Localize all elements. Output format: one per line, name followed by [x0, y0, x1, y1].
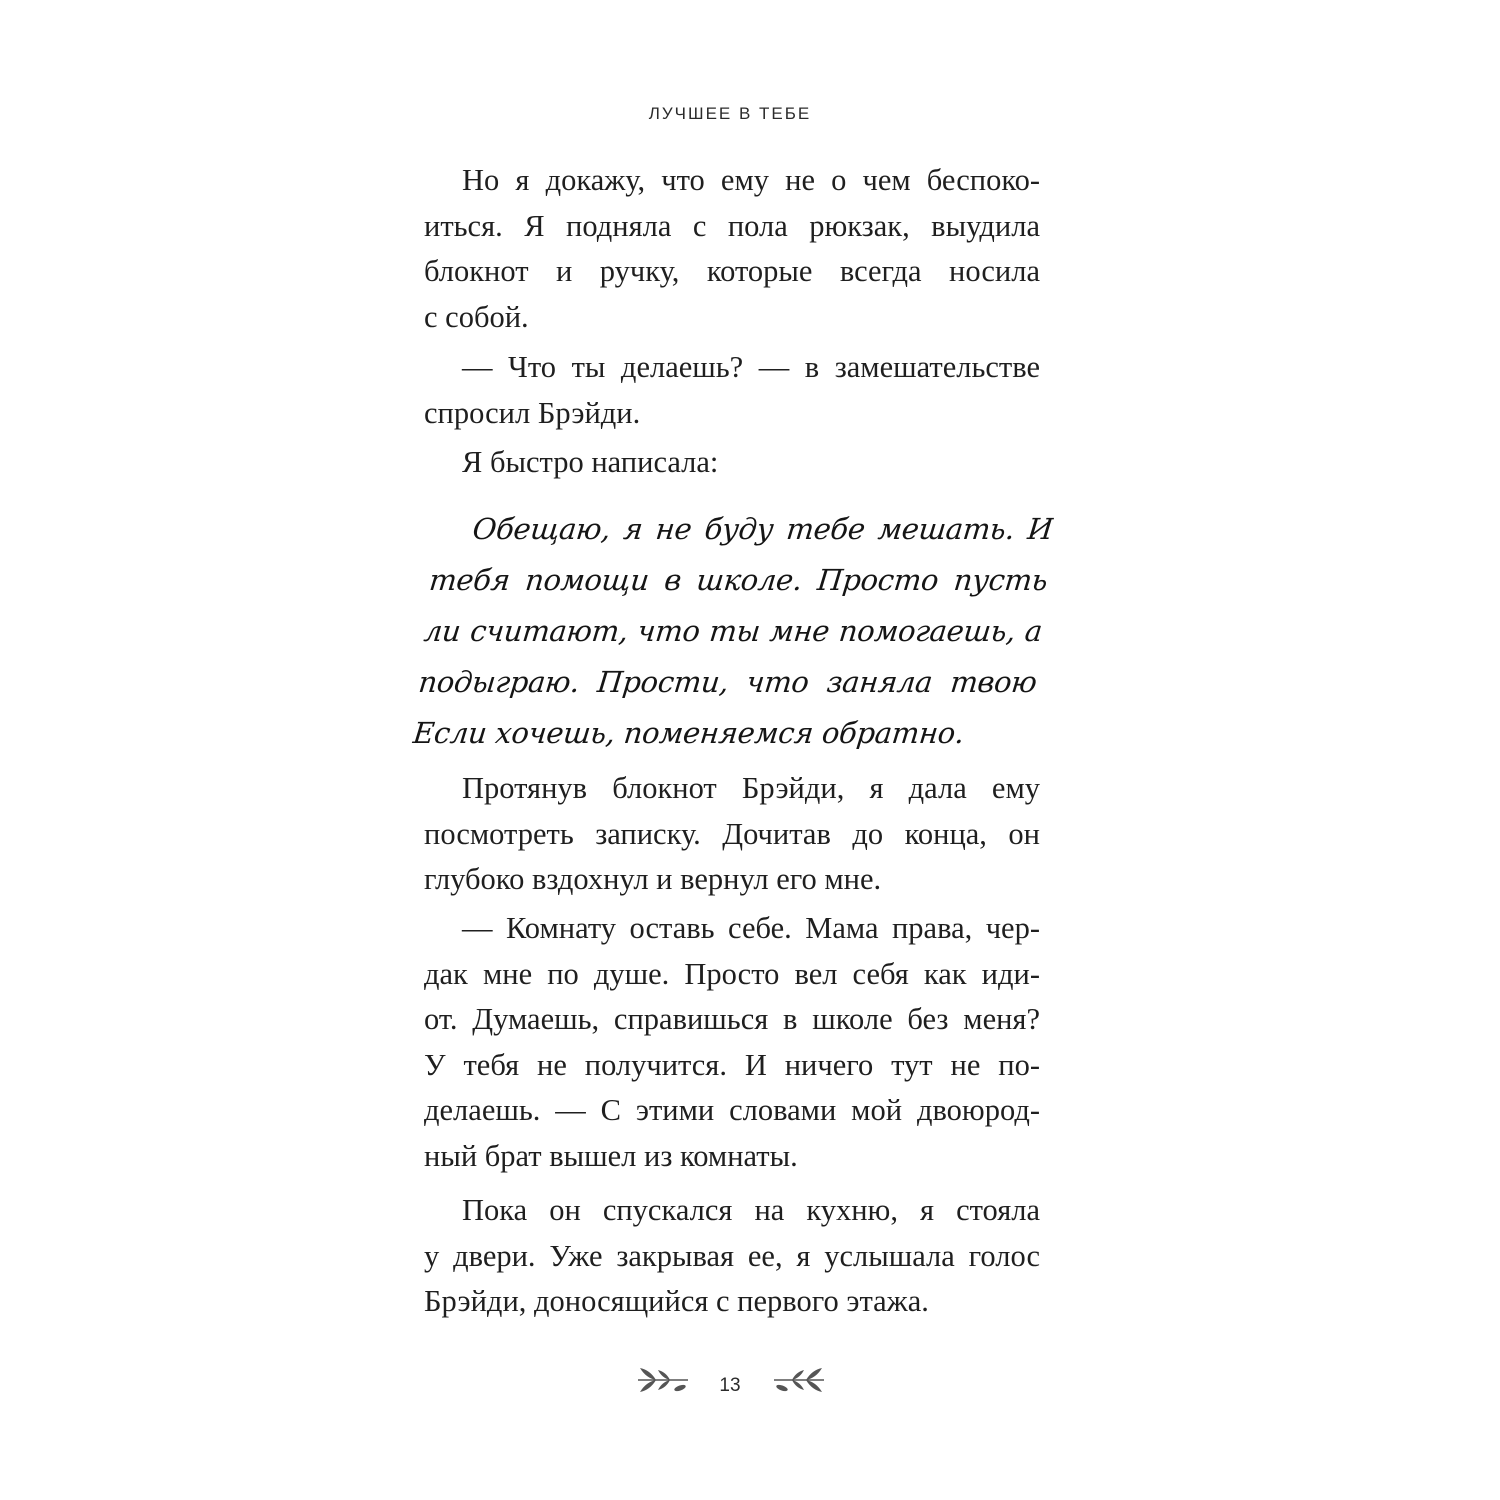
text-line: Я быстро написала:: [462, 445, 719, 479]
text-line: спросил Брэйди.: [424, 395, 641, 430]
paragraph-1: [424, 158, 1040, 340]
note-line: ли считают, что ты мне помогаешь, а: [422, 614, 1044, 648]
text-line: Брэйди, доносящийся с первого этажа.: [424, 1284, 929, 1318]
note-line: тебя помощи в школе. Просто пусть: [427, 563, 1050, 597]
text-line: — Комнату оставь себе. Мама права, чер-: [462, 911, 1040, 945]
note-line: Если хочешь, поменяемся обратно.: [411, 716, 966, 750]
text-line: Пока он спускался на кухню, я стояла: [462, 1193, 1040, 1227]
text-line: — Что ты делаешь? — в замешательстве: [462, 350, 1040, 384]
text-line: посмотреть записку. Дочитав до конца, он: [424, 816, 1040, 851]
text-line: делаешь. — С этими словами мой двоюрод-: [424, 1093, 1040, 1127]
running-head: ЛУЧШЕЕ В ТЕБЕ: [648, 104, 812, 123]
text-line: иться. Я подняла с пола рюкзак, выудила: [424, 208, 1040, 243]
paragraph-3: [424, 440, 1040, 486]
paragraph-6: [424, 1188, 1040, 1325]
paragraph-4: [424, 766, 1040, 903]
text-line: Но я докажу, что ему не о чем беспоко-: [462, 163, 1040, 197]
note-line: подыграю. Прости, что заняла твою: [416, 665, 1039, 699]
text-line: блокнот и ручку, которые всегда носила: [424, 254, 1040, 288]
text-line: у двери. Уже закрывая ее, я услышала голос: [424, 1238, 1040, 1273]
text-line: с собой.: [424, 299, 529, 334]
leaf-sprig-icon: [770, 1362, 826, 1398]
paragraph-2: [424, 345, 1040, 436]
text-line: У тебя не получится. И ничего тут не по-: [424, 1047, 1040, 1082]
handwritten-note: [411, 504, 1056, 759]
text-line: Протянув блокнот Брэйди, я дала ему: [462, 771, 1040, 805]
text-line: ный брат вышел из комнаты.: [424, 1138, 798, 1173]
text-line: от. Думаешь, справишься в школе без меня?: [424, 1002, 1040, 1036]
note-line: Обещаю, я не буду тебе мешать. И: [470, 512, 1055, 546]
text-line: дак мне по душе. Просто вел себя как иди-: [424, 956, 1040, 991]
leaf-sprig-icon: [636, 1362, 692, 1398]
page-number: 13: [719, 1375, 741, 1396]
text-line: глубоко вздохнул и вернул его мне.: [424, 862, 882, 896]
paragraph-5: [424, 906, 1040, 1179]
